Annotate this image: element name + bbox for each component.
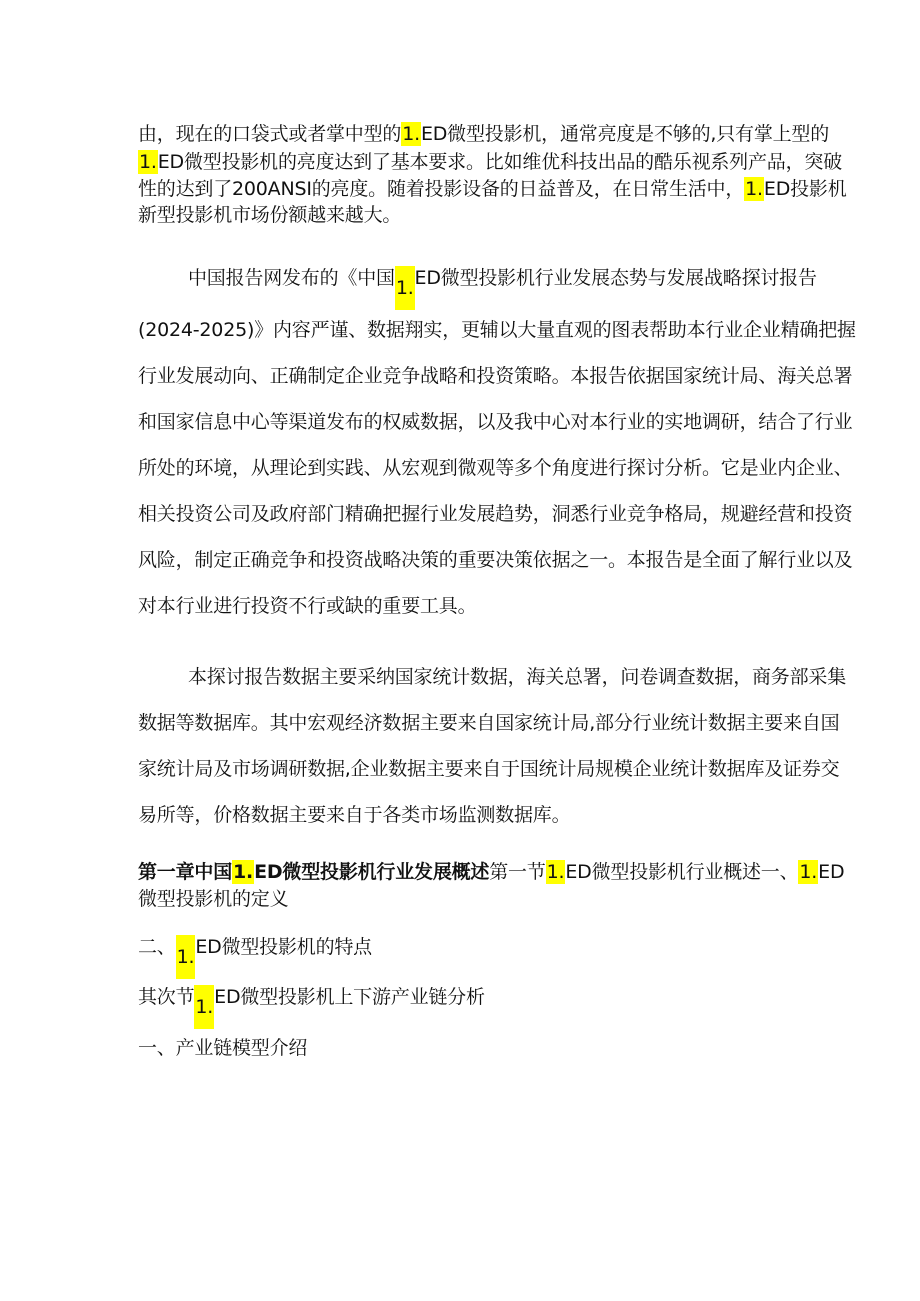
para2-line-3: 行业发展动向、正确制定企业竞争战略和投资策略。本报告依据国家统计局、海关总署 (138, 365, 853, 387)
text-run: ED微型投影机行业概述一、 (565, 861, 799, 883)
highlight-mark: 1. (139, 151, 157, 173)
text-run: ED微型投影机行业发展态势与发展战略探讨报告 (414, 267, 817, 289)
para1-line-3 (138, 177, 847, 201)
toc-section-definition: 微型投影机的定义 (138, 888, 289, 910)
text-run: ED投影机 (763, 178, 847, 200)
text-run: 由，现在的口袋式或者掌中型的 (138, 123, 402, 145)
highlight-mark: 1. (395, 266, 415, 310)
highlight-mark: 1. (402, 123, 420, 145)
para2-line-7: 风险，制定正确竞争和投资战略决策的重要决策依据之一。本报告是全面了解行业以及 (138, 549, 853, 571)
para1-line-2 (138, 150, 842, 174)
para1-line-4: 新型投影机市场份额越来越大。 (138, 204, 402, 226)
text-run: ED微型投影机的亮度达到了基本要求。比如维优科技出品的酷乐视系列产品，突破 (157, 151, 842, 173)
para3-line-2: 数据等数据库。其中宏观经济数据主要来自国家统计局,部分行业统计数据主要来自国 (138, 712, 840, 734)
highlight-mark: 1. (194, 985, 214, 1029)
highlight-mark: 1. (799, 861, 818, 883)
text-run: 中国报告网发布的《中国 (188, 267, 395, 289)
toc-chapter-1 (138, 860, 844, 884)
para2-line-2: (2024-2025)》内容严谨、数据翔实，更辅以大量直观的图表帮助本行业企业精确把握 (138, 319, 856, 341)
highlight-mark: 1. (233, 861, 254, 883)
para2-line-1 (188, 266, 817, 310)
text-run: 其次节 (138, 986, 195, 1008)
chapter-title: ED微型投影机行业发展概述 (254, 861, 490, 883)
para3-line-3: 家统计局及市场调研数据,企业数据主要来自于国统计局规模企业统计数据库及证券交 (138, 758, 840, 780)
para2-line-6: 相关投资公司及政府部门精确把握行业发展趋势，洞悉行业竞争格局，规避经营和投资 (138, 503, 853, 525)
highlight-mark: 1. (176, 935, 196, 979)
highlight-mark: 1. (745, 178, 763, 200)
toc-section-2 (138, 985, 485, 1029)
para2-line-5: 所处的环境，从理论到实践、从宏观到微观等多个角度进行探讨分析。它是业内企业、 (138, 457, 853, 479)
chapter-title: 第一章中国 (138, 861, 233, 883)
toc-section-features (138, 935, 372, 979)
text-run: 性的达到了200ANSI的亮度。随着投影设备的日益普及，在日常生活中， (138, 178, 745, 200)
highlight-mark: 1. (546, 861, 565, 883)
para3-line-4: 易所等，价格数据主要来自于各类市场监测数据库。 (138, 804, 571, 826)
text-run: 第一节 (489, 861, 546, 883)
text-run: ED微型投影机上下游产业链分析 (214, 986, 485, 1008)
text-run: ED微型投影机，通常亮度是不够的,只有掌上型的 (420, 123, 830, 145)
text-run: 二、 (138, 936, 176, 958)
para1-line-1 (138, 122, 829, 146)
para2-line-4: 和国家信息中心等渠道发布的权威数据，以及我中心对本行业的实地调研，结合了行业 (138, 411, 853, 433)
para3-line-1: 本探讨报告数据主要采纳国家统计数据，海关总署，问卷调查数据，商务部采集 (188, 666, 847, 688)
text-run: ED (818, 861, 845, 883)
toc-section-chain-model: 一、产业链模型介绍 (138, 1037, 308, 1059)
text-run: ED微型投影机的特点 (195, 936, 372, 958)
para2-line-8: 对本行业进行投资不行或缺的重要工具。 (138, 595, 477, 617)
